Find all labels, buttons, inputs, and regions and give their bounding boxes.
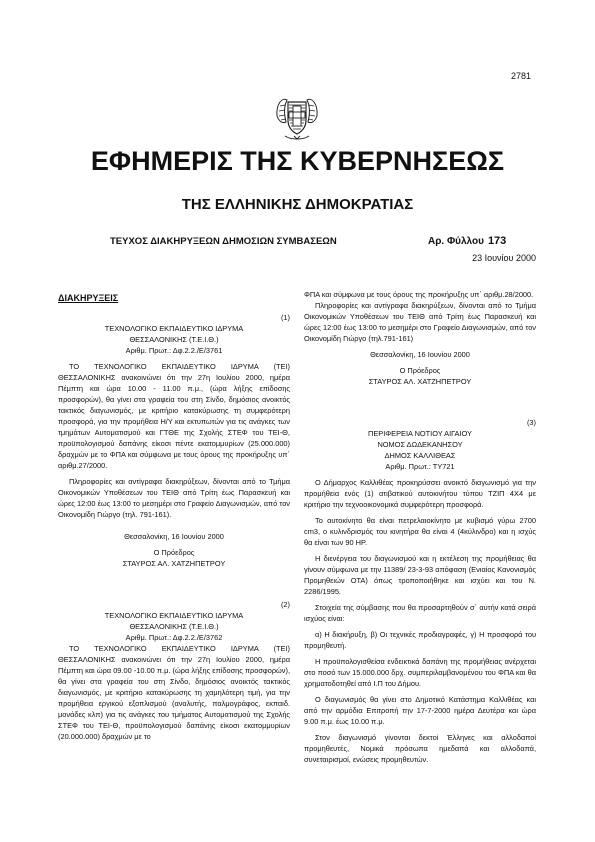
sheet-value: 173: [487, 235, 507, 247]
notice-paragraph: Το αυτοκίνητο θα είναι πετρελαιοκίνητο με κυβισμό γύρω 2700 cm3, ο κυλινδρισμός του κινητήρα θα είναι 4 (4κύλινδρο) και η ισχύς θα είναι των 90 HP.: [304, 516, 536, 547]
notice-info: Πληροφορίες και αντίγραφα διακηρύξεων, δίνονται από το Τμήμα Οικονομικών Υποθέσεων του ΤΕΙΘ από Τρίτη έως Παρασκευή και ώρες 12:00 έως 13:00 το μεσημέρι στο Γραφείο Διαγωνισμών, από τον Οικονομίδη Γιώργο (τηλ.791-161): [304, 301, 536, 343]
notice-org: ΠΕΡΙΦΕΡΕΙΑ ΝΟΤΙΟΥ ΑΙΓΑΙΟΥ: [368, 429, 472, 438]
gazette-subtitle: ΤΗΣ ΕΛΛΗΝΙΚΗΣ ΔΗΜΟΚΡΑΤΙΑΣ: [181, 196, 414, 213]
notice-body: ΤΟ ΤΕΧΝΟΛΟΓΙΚΟ ΕΚΠΑΙΔΕΥΤΙΚΟ ΙΔΡΥΜΑ (ΤΕΙ) ΘΕΣΣΑΛΟΝΙΚΗΣ ανακοινώνει ότι την 27η Ιουλίου 2000, ημέρα Πέμπτη και ώρα 09.00 -10.00 π.μ. (ώρα λήξης επίδοσης προσφορών), θα γίνει στα γραφεία του στη Σίνδο, δημόσιος ανοικτός τακτικός διαγωνισμός, με κριτήριο κατακύρωσης τη χαμηλότερη τιμή, για την προμήθεια εργικού εξοπλισμού (αναλυτής, παλμογράφος, εκπαιδ. μονάδες κλπ) για τις ανάγκες του τμήματος Αυτοματισμού της Σχολής ΣΤΕΦ του ΤΕΙ-Θ, προϋπολογισμού δαπάνης είκοσι εκατομμυρίων (20.000.000) δραχμών με το: [58, 644, 290, 741]
notice-org: ΔΗΜΟΣ ΚΑΛΛΙΘΕΑΣ: [384, 451, 456, 460]
notice-body-continued: ΦΠΑ και σύμφωνα με τους όρους της προκήρυξης υπ΄ αριθμ.28/2000.: [304, 290, 534, 299]
right-column: [304, 289, 536, 765]
greek-state-emblem-icon: [271, 92, 323, 144]
notice-protocol: Αριθμ. Πρωτ.: Δφ.2.2./Ε/3761: [125, 346, 223, 355]
signatory-title: Ο Πρόεδρος: [153, 548, 195, 557]
sheet-number: [428, 235, 506, 247]
signatory-name: ΣΤΑΥΡΟΣ ΑΛ. ΧΑΤΖΗΠΕΤΡΟΥ: [122, 559, 226, 568]
notice-org: ΘΕΣΣΑΛΟΝΙΚΗΣ (Τ.Ε.Ι.Θ.): [129, 335, 219, 344]
notice-number: (2): [280, 600, 290, 609]
notice-info: Πληροφορίες και αντίγραφα διακηρύξεων, δίνονται από το Τμήμα Οικονομικών Υποθέσεων του ΤΕΙΘ από Τρίτη έως Παρασκευή και ώρες 12:00 έως 13:00 το μεσημέρι στο Γραφείο Διαγωνισμών, από τον Οικονομίδη Γιώργο (τηλ. 791-161).: [58, 477, 290, 519]
notice-body: ΤΟ ΤΕΧΝΟΛΟΓΙΚΟ ΕΚΠΑΙΔΕΥΤΙΚΟ ΙΔΡΥΜΑ (ΤΕΙ) ΘΕΣΣΑΛΟΝΙΚΗΣ ανακοινώνει ότι την 27η Ιουλίου 2000, ημέρα Πέμπτη και ώρα 10.00 - 11.00 π.μ., (ώρα λήξης επίδοσης προσφορών), θα γίνει στα γραφεία του στη Σίνδο, δημόσιος ανοικτός τακτικός διαγωνισμός, με κριτήριο κατακύρωσης τη συμφερότερη προσφορά, για την προμήθεια Η/Υ και εκτυπωτών για τις ανάγκες των τμημάτων Αυτοματισμού και ΓΤΘΕ της Σχολής ΣΤΕΦ του ΤΕΙ-Θ, προϋπολογισμού δαπάνης είκοσι πέντε εκατομμυρίων (25.000.000) δραχμών με το ΦΠΑ και σύμφωνα με τους όρους της προκήρυξης υπ΄ αριθμ.27/2000.: [58, 362, 290, 470]
notice-place-date: Θεσσαλονίκη, 16 Ιουνίου 2000: [124, 532, 224, 541]
notice-number: (1): [280, 313, 290, 322]
notice-paragraph: Η διενέργεια του διαγωνισμού και η εκτέλεση της προμήθειας θα γίνουν σύμφωνα με την 11389/ 23-3-93 απόφαση (Ενιαίος Κανονισμός Προμηθειών ΟΤΑ) όπως τροποποιήθηκε και ισχύει και του Ν. 2286/1995.: [304, 554, 536, 596]
notice-protocol: Αριθμ. Πρωτ.: ΤΥ721: [385, 462, 455, 471]
notice-org: ΘΕΣΣΑΛΟΝΙΚΗΣ (Τ.Ε.Ι.Θ.): [129, 622, 219, 631]
notice-number: (3): [526, 418, 536, 427]
sheet-label: Αρ. Φύλλου: [428, 236, 484, 247]
notice-paragraph: Ο Δήμαρχος Καλλιθέας προκηρύσσει ανοικτό διαγωνισμό για την προμήθεια ενός (1) ατιβατικού αυτοκινήτου τύπου ΤΖΙΠ 4Χ4 με κριτήριο την τεχνοοικονομικά συμφερότερη προσφορά.: [304, 478, 536, 509]
issue-date: 23 Ιουνίου 2000: [472, 253, 536, 263]
issue-series: ΤΕΥΧΟΣ ΔΙΑΚΗΡΥΞΕΩΝ ΔΗΜΟΣΙΩΝ ΣΥΜΒΑΣΕΩΝ: [110, 236, 337, 247]
notice-paragraph: Στοιχεία της σύμβασης που θα προσαρτηθούν σ΄ αυτήν κατά σειρά ισχύος είναι:: [304, 603, 536, 623]
left-column: [58, 289, 290, 742]
notice-paragraph: Η προϋπολογισθείσα ενδεικτικά δαπάνη της προμήθειας ανέρχεται στο ποσό των 15.000.000 δρχ. συμπεριλαμβανομένου του ΦΠΑ και θα χρηματοδοτηθεί από Ι.Π του Δήμου.: [304, 657, 536, 688]
signatory-name: ΣΤΑΥΡΟΣ ΑΛ. ΧΑΤΖΗΠΕΤΡΟΥ: [368, 377, 472, 386]
page-number: 2781: [510, 71, 531, 81]
notice-org: ΝΟΜΟΣ ΔΩΔΕΚΑΝΗΣΟΥ: [377, 440, 463, 449]
notice-paragraph: Ο διαγωνισμός θα γίνει στο Δημοτικό Κατάστημα Καλλιθέας και από την αρμόδια Επιτροπή την 17-7-2000 ημέρα Δευτέρα και ώρα 9.00 π.μ. έως 10.00 π.μ.: [304, 695, 536, 726]
notice-paragraph: Στον διαγωνισμό γίνονται δεκτοί Έλληνες και αλλοδαποί προμηθευτές, Νομικά πρόσωπα ημεδαπά και αλλοδαπά, συνεταιρισμοί, ενώσεις προμηθευτών.: [304, 733, 536, 764]
notice-place-date: Θεσσαλονίκη, 16 Ιουνίου 2000: [370, 350, 470, 359]
signatory-title: Ο Πρόεδρος: [399, 366, 441, 375]
gazette-title: ΕΦΗΜΕΡΙΣ ΤΗΣ ΚΥΒΕΡΝΗΣΕΩΣ: [90, 146, 505, 176]
notice-org: ΤΕΧΝΟΛΟΓΙΚΟ ΕΚΠΑΙΔΕΥΤΙΚΟ ΙΔΡΥΜΑ: [104, 324, 244, 333]
section-heading: ΔΙΑΚΗΡΥΞΕΙΣ: [58, 293, 119, 303]
notice-protocol: Αριθμ. Πρωτ.: Δφ.2.2./Ε/3762: [125, 633, 223, 642]
notice-org: ΤΕΧΝΟΛΟΓΙΚΟ ΕΚΠΑΙΔΕΥΤΙΚΟ ΙΔΡΥΜΑ: [104, 611, 244, 620]
notice-paragraph: α) Η διακήρυξη, β) Οι τεχνικές προδιαγραφές, γ) Η προσφορά του προμηθευτή.: [304, 630, 536, 650]
